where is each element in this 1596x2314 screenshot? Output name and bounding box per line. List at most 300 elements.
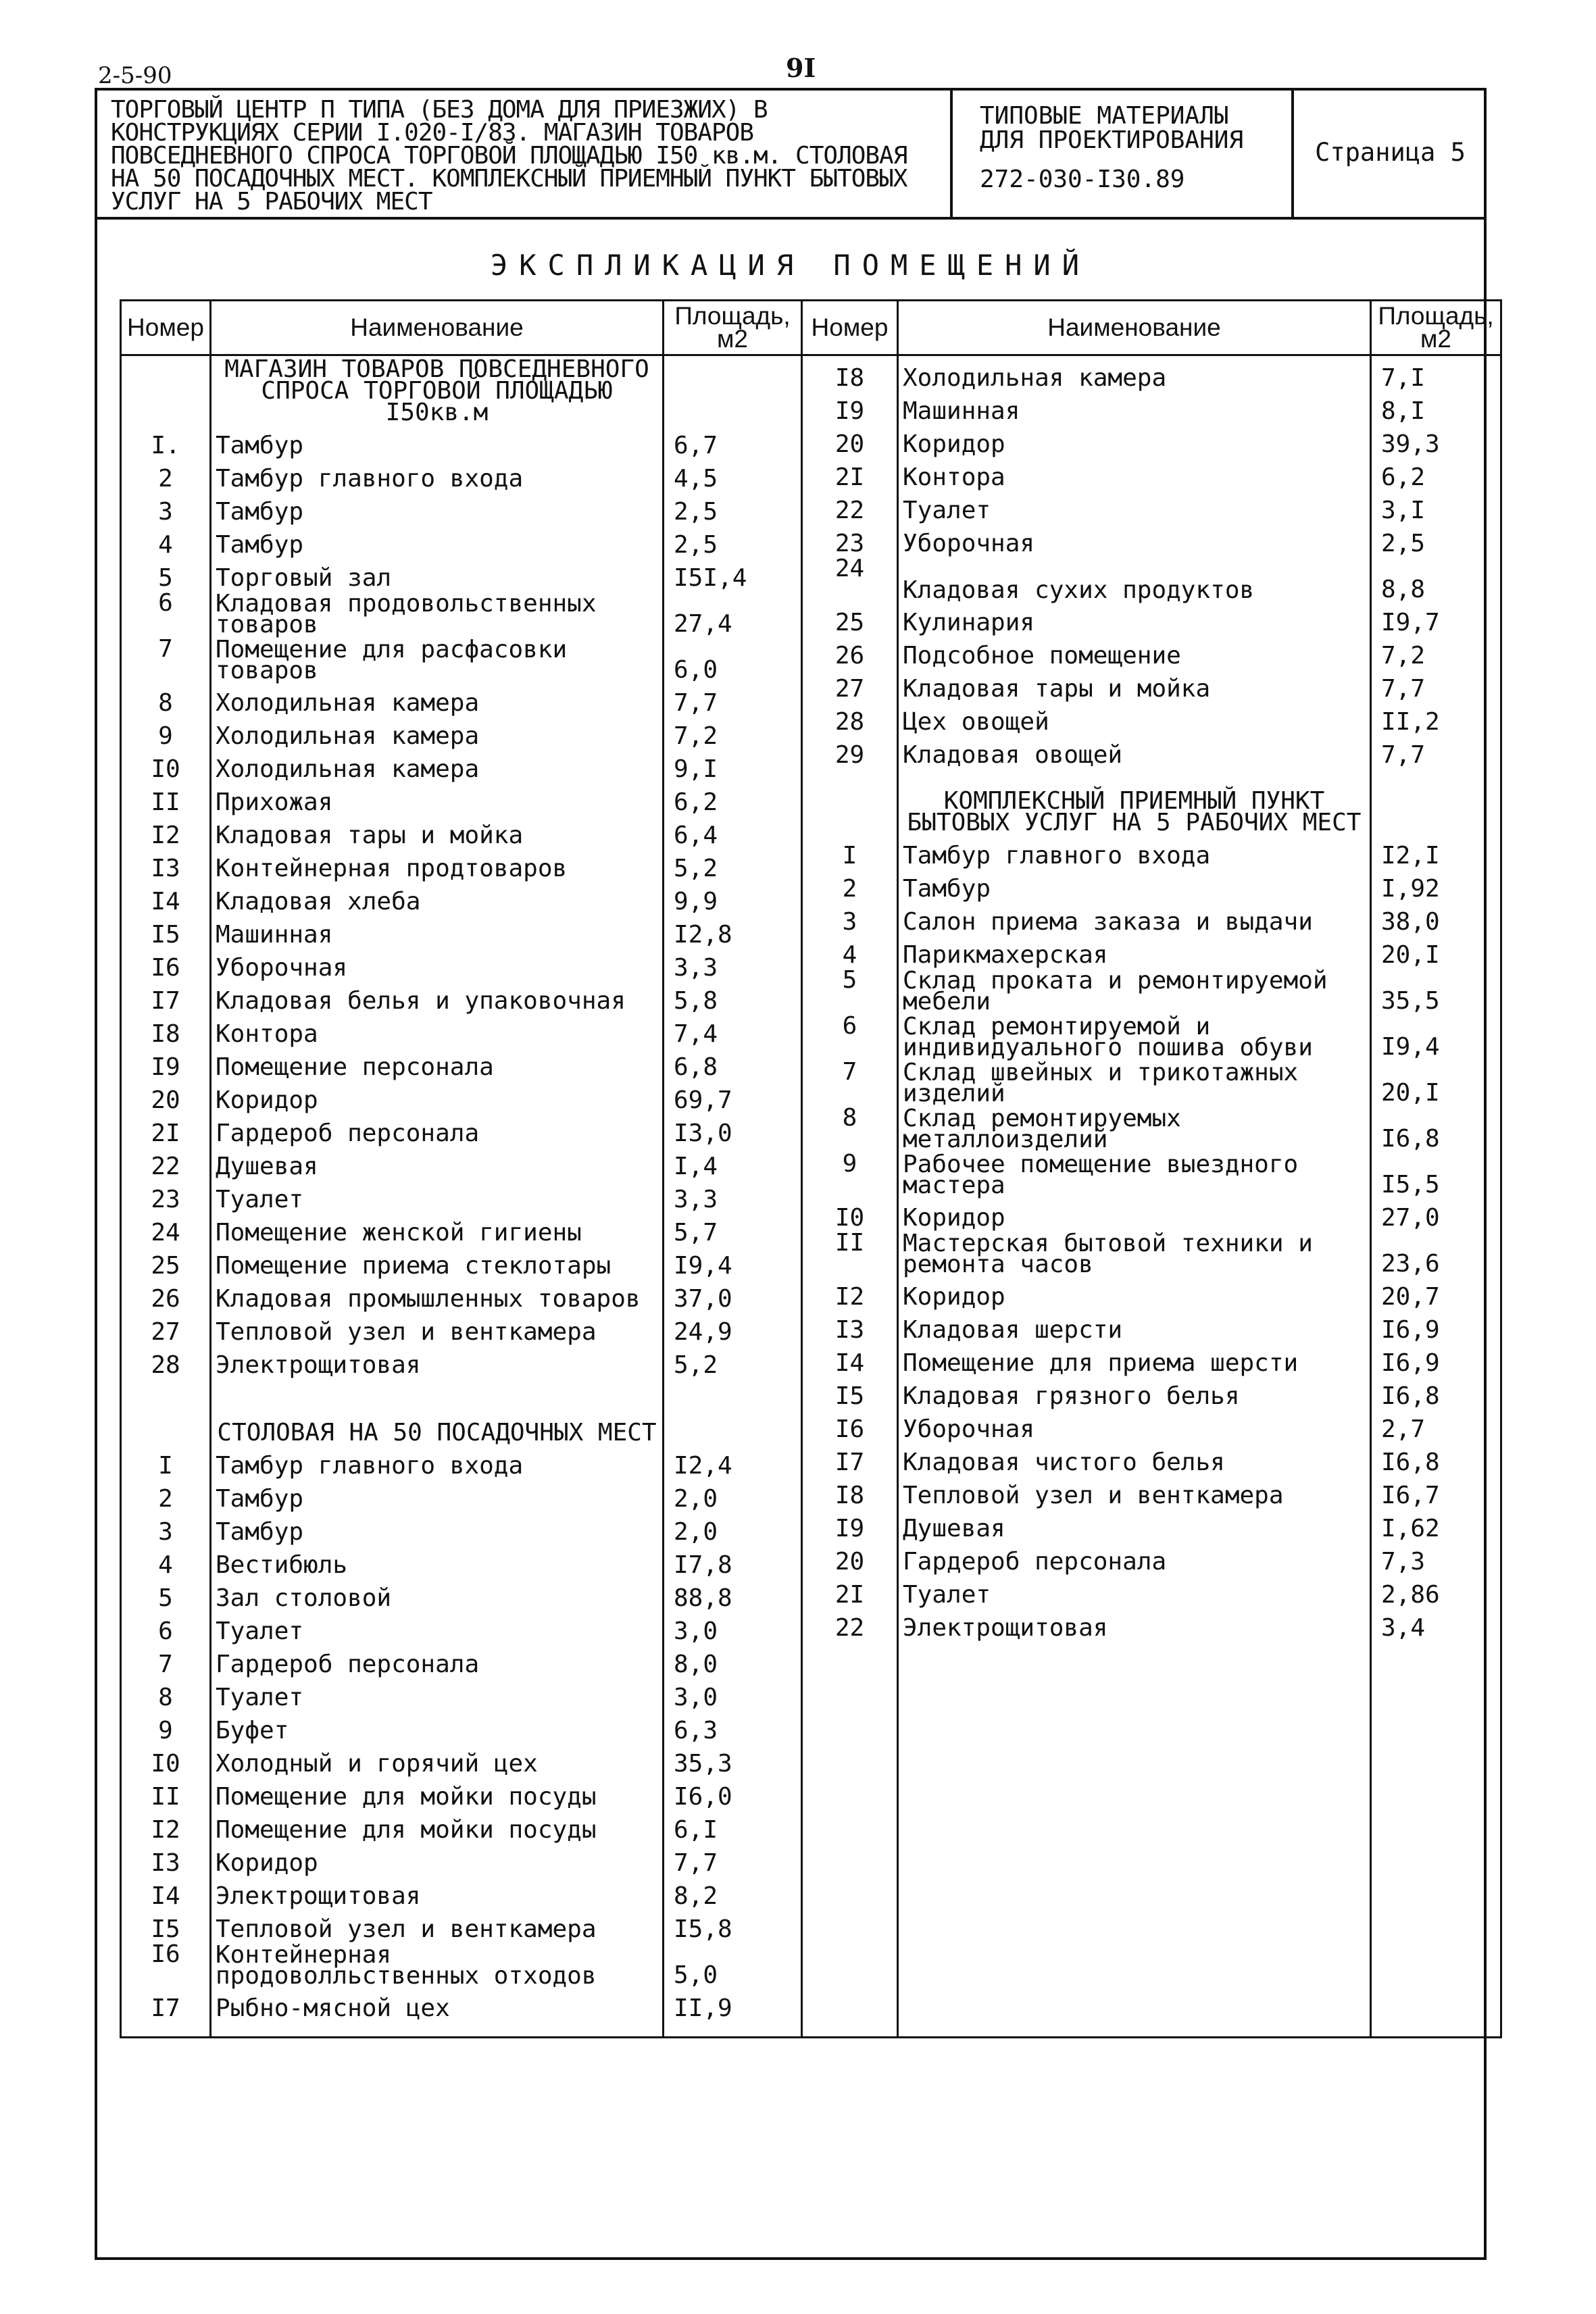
room-row — [121, 556, 802, 589]
room-row — [802, 634, 1501, 667]
room-name: Помещение для приема шерсти — [898, 1341, 1371, 1374]
room-name: Кулинария — [898, 601, 1371, 634]
room-area: 35,5 — [1371, 966, 1501, 1012]
room-number: 23 — [121, 1178, 211, 1211]
room-number: I. — [121, 424, 211, 457]
room-row — [802, 1573, 1501, 1606]
room-name: Гардероб персонала — [211, 1111, 664, 1145]
room-name: Склад ремонтируемых металлоизделий — [898, 1104, 1371, 1150]
room-name: Холодильная камера — [211, 714, 664, 747]
room-area: 27,0 — [1371, 1196, 1501, 1229]
room-area: 27,4 — [664, 589, 802, 635]
room-row — [121, 1111, 802, 1145]
room-name: Контора — [898, 455, 1371, 488]
room-number: I3 — [121, 847, 211, 880]
room-name: Тамбур — [898, 867, 1371, 900]
room-name: Подсобное помещение — [898, 634, 1371, 667]
room-number: 2I — [802, 1573, 898, 1606]
room-row — [121, 747, 802, 780]
room-number: 2I — [121, 1111, 211, 1145]
room-name: Помещение для мойки посуды — [211, 1808, 664, 1841]
room-name: Коридор — [898, 1275, 1371, 1308]
header-area: Площадь, м2 — [664, 301, 802, 355]
room-number: I8 — [802, 355, 898, 390]
room-row — [121, 589, 802, 635]
materials-line-2: ДЛЯ ПРОЕКТИРОВАНИЯ — [980, 126, 1244, 154]
room-row — [802, 455, 1501, 488]
room-row — [802, 1058, 1501, 1104]
room-number: I5 — [802, 1374, 898, 1407]
explication-table-left — [120, 299, 803, 2038]
room-name: Тепловой узел и венткамера — [211, 1310, 664, 1343]
room-name: Цех овощей — [898, 700, 1371, 733]
room-row — [802, 933, 1501, 966]
section-area-cell — [1371, 766, 1501, 834]
room-area: 6,7 — [664, 424, 802, 457]
room-area: I9,7 — [1371, 601, 1501, 634]
room-name: Помещение для расфасовки товаров — [211, 635, 664, 681]
room-name: Помещение женской гигиены — [211, 1211, 664, 1244]
sheet-page-label: Страница 5 — [1315, 138, 1466, 167]
room-name: Склад швейных и трикотажных изделий — [898, 1058, 1371, 1104]
room-number: 26 — [121, 1277, 211, 1310]
room-row — [121, 1808, 802, 1841]
materials-line-1: ТИПОВЫЕ МАТЕРИАЛЫ — [980, 102, 1229, 130]
room-name: Тамбур — [211, 490, 664, 523]
room-number: I9 — [121, 1045, 211, 1078]
room-row — [802, 733, 1501, 766]
project-code: 272-030-I30.89 — [980, 166, 1185, 193]
room-row — [802, 834, 1501, 867]
room-row — [121, 714, 802, 747]
room-name: Душевая — [211, 1145, 664, 1178]
room-row — [802, 1374, 1501, 1407]
room-number: I2 — [802, 1275, 898, 1308]
room-area: 8,8 — [1371, 555, 1501, 601]
room-number: I8 — [121, 1012, 211, 1045]
room-row — [121, 946, 802, 979]
room-row — [802, 1407, 1501, 1440]
room-number: 26 — [802, 634, 898, 667]
section-heading-row — [802, 766, 1501, 834]
room-name: Коридор — [898, 1196, 1371, 1229]
room-row — [121, 1310, 802, 1343]
room-name: Склад проката и ремонтируемой мебели — [898, 966, 1371, 1012]
room-number: 5 — [121, 556, 211, 589]
room-row — [802, 700, 1501, 733]
table-filler-row — [802, 1639, 1501, 2038]
room-row — [121, 1940, 802, 1986]
room-name: Кладовая шерсти — [898, 1308, 1371, 1341]
room-area: I6,8 — [1371, 1374, 1501, 1407]
room-area: 5,2 — [664, 847, 802, 880]
room-area: 5,2 — [664, 1343, 802, 1376]
title-block-title: ТОРГОВЫЙ ЦЕНТР П ТИПА (БЕЗ ДОМА ДЛЯ ПРИЕЗЖИХ) В КОНСТРУКЦИЯХ СЕРИИ I.020-I/83. МАГАЗИН ТОВАРОВ ПОВСЕДНЕВНОГО СПРОСА ТОРГОВОЙ ПЛОЩАДЬЮ I50 кв.м. СТОЛОВАЯ НА 50 ПОСАДОЧНЫХ МЕСТ. КОМПЛЕКСНЫЙ ПРИЕМНЫЙ ПУНКТ БЫТОВЫХ УСЛУГ НА 5 РАБОЧИХ МЕСТ — [95, 88, 953, 217]
room-row — [121, 1178, 802, 1211]
room-name: Парикмахерская — [898, 933, 1371, 966]
room-row — [802, 1440, 1501, 1474]
room-area: 5,0 — [664, 1940, 802, 1986]
room-row — [121, 1874, 802, 1907]
room-number: 2 — [802, 867, 898, 900]
room-name: Кладовая сухих продуктов — [898, 555, 1371, 601]
room-row — [121, 1510, 802, 1543]
room-number: I5 — [121, 1907, 211, 1940]
room-row — [121, 1609, 802, 1642]
room-area: 39,3 — [1371, 422, 1501, 455]
room-area: 20,7 — [1371, 1275, 1501, 1308]
room-number: II — [121, 1775, 211, 1808]
room-area: 6,I — [664, 1808, 802, 1841]
room-area: I,62 — [1371, 1507, 1501, 1540]
room-number: I4 — [121, 1874, 211, 1907]
room-name: Кладовая продовольственных товаров — [211, 589, 664, 635]
room-area: 3,I — [1371, 488, 1501, 522]
room-number: 2 — [121, 1477, 211, 1510]
room-row — [121, 1841, 802, 1874]
room-number: 6 — [121, 589, 211, 635]
room-row — [802, 1606, 1501, 1639]
room-area: I5,8 — [664, 1907, 802, 1940]
room-area: I2,8 — [664, 913, 802, 946]
room-number: 28 — [802, 700, 898, 733]
room-number: 4 — [121, 523, 211, 556]
room-area: 20,I — [1371, 1058, 1501, 1104]
room-row — [121, 1211, 802, 1244]
room-area: 6,0 — [664, 635, 802, 681]
room-row — [121, 1343, 802, 1376]
room-area: 8,2 — [664, 1874, 802, 1907]
room-name: Кладовая хлеба — [211, 880, 664, 913]
room-area: I6,9 — [1371, 1341, 1501, 1374]
room-area: II,9 — [664, 1986, 802, 2019]
room-name: Кладовая тары и мойка — [898, 667, 1371, 700]
room-name: Туалет — [898, 488, 1371, 522]
room-row — [802, 389, 1501, 422]
room-area: I9,4 — [1371, 1012, 1501, 1058]
room-number: 28 — [121, 1343, 211, 1376]
header-number: Номер — [121, 301, 211, 355]
room-area: 23,6 — [1371, 1229, 1501, 1275]
room-area: 2,7 — [1371, 1407, 1501, 1440]
room-area: 9,I — [664, 747, 802, 780]
section-heading-row — [121, 355, 802, 424]
room-row — [802, 1104, 1501, 1150]
room-row — [802, 1012, 1501, 1058]
room-number: 22 — [121, 1145, 211, 1178]
section-heading-row — [121, 1376, 802, 1444]
section-area-cell — [664, 1376, 802, 1444]
room-name: Машинная — [211, 913, 664, 946]
room-row — [121, 424, 802, 457]
section-heading: МАГАЗИН ТОВАРОВ ПОВСЕДНЕВНОГО СПРОСА ТОРГОВОЙ ПЛОЩАДЬЮ I50кв.м — [211, 355, 664, 424]
room-name: Мастерская бытовой техники и ремонта часов — [898, 1229, 1371, 1275]
room-number: I9 — [802, 389, 898, 422]
room-number: 4 — [802, 933, 898, 966]
room-name: Тамбур главного входа — [898, 834, 1371, 867]
room-row — [121, 1145, 802, 1178]
room-number: 29 — [802, 733, 898, 766]
room-area: 3,4 — [1371, 1606, 1501, 1639]
header-area: Площадь, м2 — [1371, 301, 1501, 355]
filler-cell — [802, 1639, 898, 2038]
room-row — [121, 1709, 802, 1742]
title-block-materials — [953, 88, 1294, 217]
room-area: I5,5 — [1371, 1150, 1501, 1196]
room-number: 20 — [121, 1078, 211, 1111]
room-name: Контора — [211, 1012, 664, 1045]
room-name: Холодный и горячий цех — [211, 1742, 664, 1775]
room-area: 2,86 — [1371, 1573, 1501, 1606]
room-number: I0 — [802, 1196, 898, 1229]
room-row — [121, 847, 802, 880]
room-name: Помещение приема стеклотары — [211, 1244, 664, 1277]
room-name: Тамбур — [211, 424, 664, 457]
room-area: 37,0 — [664, 1277, 802, 1310]
room-number: 22 — [802, 488, 898, 522]
room-name: Склад ремонтируемой и индивидуального пошива обуви — [898, 1012, 1371, 1058]
room-row — [121, 1477, 802, 1510]
room-row — [121, 913, 802, 946]
room-number: 25 — [121, 1244, 211, 1277]
room-number: 8 — [802, 1104, 898, 1150]
room-number: 7 — [121, 635, 211, 681]
room-area: I,92 — [1371, 867, 1501, 900]
room-area: I7,8 — [664, 1543, 802, 1576]
room-area: 4,5 — [664, 457, 802, 490]
room-name: Туалет — [898, 1573, 1371, 1606]
section-area-cell — [664, 355, 802, 424]
room-area: 2,5 — [664, 523, 802, 556]
section-heading: СТОЛОВАЯ НА 50 ПОСАДОЧНЫХ МЕСТ — [211, 1376, 664, 1444]
room-name: Рабочее помещение выездного мастера — [898, 1150, 1371, 1196]
room-number: I6 — [121, 946, 211, 979]
room-name: Кладовая тары и мойка — [211, 813, 664, 847]
room-name: Тамбур — [211, 1477, 664, 1510]
room-number: 9 — [121, 714, 211, 747]
room-area: 7,2 — [664, 714, 802, 747]
room-number: I — [802, 834, 898, 867]
room-area: 2,5 — [664, 490, 802, 523]
room-name: Электрощитовая — [211, 1343, 664, 1376]
room-area: I6,9 — [1371, 1308, 1501, 1341]
header-name: Наименование — [211, 301, 664, 355]
room-area: 35,3 — [664, 1742, 802, 1775]
room-number: 9 — [121, 1709, 211, 1742]
room-number: I8 — [802, 1474, 898, 1507]
room-number: I6 — [802, 1407, 898, 1440]
room-name: Кладовая овощей — [898, 733, 1371, 766]
room-name: Вестибюль — [211, 1543, 664, 1576]
room-area: 38,0 — [1371, 900, 1501, 933]
filler-cell — [1371, 1639, 1501, 2038]
room-row — [121, 1543, 802, 1576]
room-number: I2 — [121, 1808, 211, 1841]
room-area: 6,2 — [1371, 455, 1501, 488]
room-number: 8 — [121, 681, 211, 714]
room-name: Уборочная — [898, 522, 1371, 555]
room-name: Тепловой узел и венткамера — [898, 1474, 1371, 1507]
room-name: Тамбур — [211, 1510, 664, 1543]
room-row — [121, 1045, 802, 1078]
room-number: I3 — [802, 1308, 898, 1341]
room-area: 2,0 — [664, 1477, 802, 1510]
header-number: Номер — [802, 301, 898, 355]
room-row — [802, 1341, 1501, 1374]
room-name: Тамбур главного входа — [211, 457, 664, 490]
room-number: I3 — [121, 1841, 211, 1874]
room-name: Туалет — [211, 1178, 664, 1211]
room-name: Уборочная — [211, 946, 664, 979]
room-row — [802, 488, 1501, 522]
room-row — [121, 1742, 802, 1775]
room-number: 3 — [121, 1510, 211, 1543]
room-number: 24 — [802, 555, 898, 601]
room-number: 22 — [802, 1606, 898, 1639]
room-number: I7 — [802, 1440, 898, 1474]
room-row — [121, 813, 802, 847]
room-number: I7 — [121, 1986, 211, 2019]
room-row — [121, 780, 802, 813]
room-name: Тамбур главного входа — [211, 1444, 664, 1477]
room-area: 20,I — [1371, 933, 1501, 966]
room-area: 8,0 — [664, 1642, 802, 1676]
room-name: Кладовая промышленных товаров — [211, 1277, 664, 1310]
room-name: Контейнерная продоволльственных отходов — [211, 1940, 664, 1986]
room-number: 2 — [121, 457, 211, 490]
room-row — [121, 1676, 802, 1709]
room-row — [802, 601, 1501, 634]
room-row — [121, 490, 802, 523]
room-number: 5 — [802, 966, 898, 1012]
room-row — [121, 1642, 802, 1676]
room-number: 23 — [802, 522, 898, 555]
room-row — [802, 1229, 1501, 1275]
room-number: I4 — [802, 1341, 898, 1374]
room-area: I2,4 — [664, 1444, 802, 1477]
section-heading: КОМПЛЕКСНЫЙ ПРИЕМНЫЙ ПУНКТ БЫТОВЫХ УСЛУГ НА 5 РАБОЧИХ МЕСТ — [898, 766, 1371, 834]
room-name: Рыбно-мясной цех — [211, 1986, 664, 2019]
room-name: Душевая — [898, 1507, 1371, 1540]
room-area: 5,7 — [664, 1211, 802, 1244]
section-number-cell — [802, 766, 898, 834]
room-number: 20 — [802, 1540, 898, 1573]
room-name: Буфет — [211, 1709, 664, 1742]
room-name: Торговый зал — [211, 556, 664, 589]
room-area: 24,9 — [664, 1310, 802, 1343]
room-area: II,2 — [1371, 700, 1501, 733]
room-row — [121, 880, 802, 913]
room-area: I6,7 — [1371, 1474, 1501, 1507]
room-area: 3,3 — [664, 1178, 802, 1211]
page-number: 9I — [786, 53, 816, 83]
room-number: 7 — [802, 1058, 898, 1104]
room-row — [802, 422, 1501, 455]
room-number: II — [802, 1229, 898, 1275]
room-row — [121, 1244, 802, 1277]
room-row — [802, 1196, 1501, 1229]
table-title: ЭКСПЛИКАЦИЯ ПОМЕЩЕНИЙ — [490, 249, 1091, 282]
room-area: 3,0 — [664, 1676, 802, 1709]
room-number: I6 — [121, 1940, 211, 1986]
room-area: 6,4 — [664, 813, 802, 847]
room-number: 24 — [121, 1211, 211, 1244]
room-name: Коридор — [211, 1078, 664, 1111]
room-row — [802, 667, 1501, 700]
room-name: Электрощитовая — [211, 1874, 664, 1907]
room-row — [802, 1308, 1501, 1341]
room-row — [802, 522, 1501, 555]
room-row — [802, 555, 1501, 601]
room-number: I — [121, 1444, 211, 1477]
room-name: Контейнерная продтоваров — [211, 847, 664, 880]
room-name: Зал столовой — [211, 1576, 664, 1609]
room-number: 20 — [802, 422, 898, 455]
room-area: 7,3 — [1371, 1540, 1501, 1573]
room-area: I3,0 — [664, 1111, 802, 1145]
room-area: 7,7 — [664, 681, 802, 714]
room-name: Туалет — [211, 1609, 664, 1642]
room-number: 5 — [121, 1576, 211, 1609]
room-area: 7,7 — [1371, 733, 1501, 766]
room-name: Туалет — [211, 1676, 664, 1709]
room-row — [802, 1275, 1501, 1308]
room-name: Помещение для мойки посуды — [211, 1775, 664, 1808]
room-area: I2,I — [1371, 834, 1501, 867]
room-name: Холодильная камера — [211, 681, 664, 714]
room-row — [121, 1078, 802, 1111]
room-name: Тамбур — [211, 523, 664, 556]
room-number: I0 — [121, 747, 211, 780]
room-name: Электрощитовая — [898, 1606, 1371, 1639]
room-number: 27 — [121, 1310, 211, 1343]
room-name: Холодильная камера — [211, 747, 664, 780]
room-number: I4 — [121, 880, 211, 913]
room-row — [802, 867, 1501, 900]
room-row — [802, 355, 1501, 390]
room-row — [121, 1576, 802, 1609]
room-row — [802, 966, 1501, 1012]
room-area: I,4 — [664, 1145, 802, 1178]
room-row — [121, 457, 802, 490]
room-area: I6,8 — [1371, 1440, 1501, 1474]
room-row — [802, 1150, 1501, 1196]
room-number: 4 — [121, 1543, 211, 1576]
room-area: 8,I — [1371, 389, 1501, 422]
room-number: 9 — [802, 1150, 898, 1196]
room-area: 9,9 — [664, 880, 802, 913]
section-number-cell — [121, 355, 211, 424]
room-name: Кладовая чистого белья — [898, 1440, 1371, 1474]
room-area: 7,7 — [664, 1841, 802, 1874]
room-area: I6,8 — [1371, 1104, 1501, 1150]
room-number: 7 — [121, 1642, 211, 1676]
room-number: II — [121, 780, 211, 813]
room-number: I7 — [121, 979, 211, 1012]
room-area: 5,8 — [664, 979, 802, 1012]
room-area: 88,8 — [664, 1576, 802, 1609]
room-area: I6,0 — [664, 1775, 802, 1808]
room-name: Помещение персонала — [211, 1045, 664, 1078]
room-row — [121, 635, 802, 681]
room-area: 3,3 — [664, 946, 802, 979]
room-number: 27 — [802, 667, 898, 700]
room-number: 8 — [121, 1676, 211, 1709]
room-number: 3 — [121, 490, 211, 523]
room-number: 3 — [802, 900, 898, 933]
room-row — [121, 1277, 802, 1310]
room-area: 3,0 — [664, 1609, 802, 1642]
